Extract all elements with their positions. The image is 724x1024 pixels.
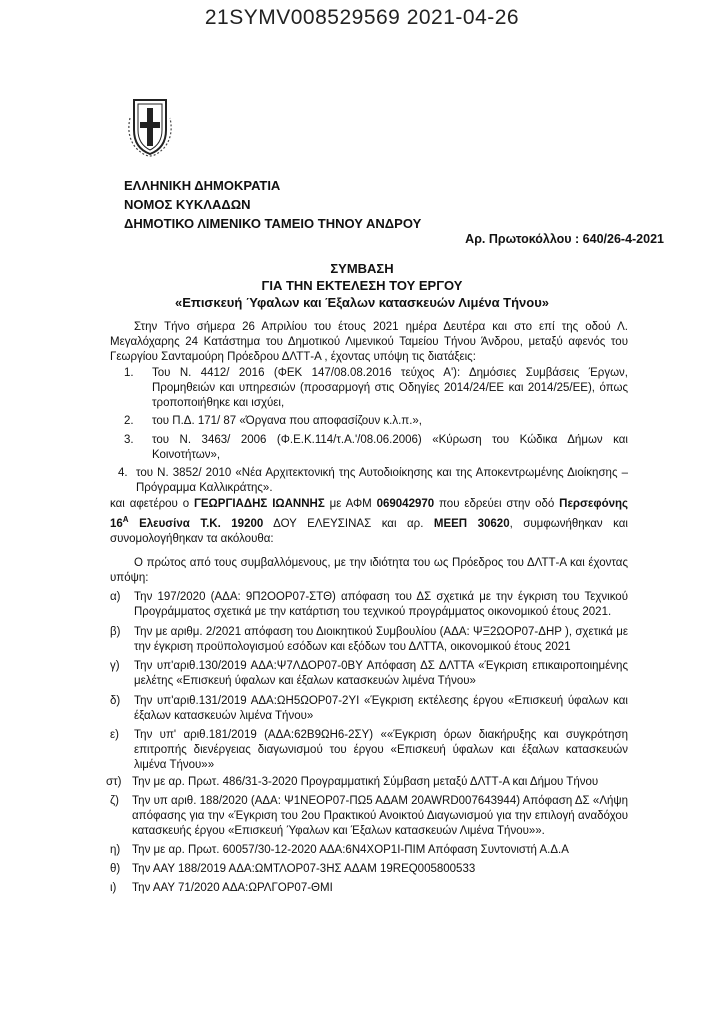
consideration-letter: στ) xyxy=(106,776,122,788)
party-pre: και αφετέρου ο xyxy=(110,498,194,510)
contractor-afm: 069042970 xyxy=(376,498,435,510)
consideration-letter: η) xyxy=(110,844,121,856)
law-text: του Ν. 3463/ 2006 (Φ.Ε.Κ.114/τ.Α.'/08.06.2006) «Κύρωση του Κώδικα Δήμων και Κοινοτήτων», xyxy=(152,434,628,461)
consideration-letter: α) xyxy=(110,591,121,603)
afm-label: με ΑΦΜ xyxy=(324,498,377,510)
consideration-text: Την υπ' αριθ.181/2019 (ΑΔΑ:62Β9ΩΗ6-2ΣΥ) ««Έγκριση όρων διακήρυξης και συγκρότηση επιτροπής διενέργειας διαγωνισμού του έργου «Επισκευή ύφαλων και έξαλων κατασκευών λιμένα Τήνου»» xyxy=(134,729,628,771)
law-text: του Ν. 3852/ 2010 «Νέα Αρχιτεκτονική της Αυτοδιοίκησης και της Αποκεντρωμένης Διοίκησης – Πρόγραμμα Καλλικράτης». xyxy=(136,467,628,494)
consideration-text: Την υπ αριθ. 188/2020 (ΑΔΑ: Ψ1ΝΕΟΡ07-ΠΩ5 ΑΔΑΜ 20AWRD007643944) Απόφαση ΔΣ «Λήψη απόφασης για την «Έγκριση του 2ου Πρακτικού Ανοικτού Διαγωνισμού για την επιλογή αναδόχου κατασκευής έργου «Επισκευή Ύφαλων και Έξαλων κατασκευών Λιμένα Τήνου»». xyxy=(132,795,628,837)
law-number: 3. xyxy=(124,434,134,446)
consideration-text: Την ΑΑΥ 188/2019 ΑΔΑ:ΩΜΤΛΟΡ07-3ΗΣ ΑΔΑΜ 19REQ005800533 xyxy=(132,863,476,875)
law-number: 2. xyxy=(124,415,134,427)
consideration-letter: δ) xyxy=(110,695,121,707)
protocol-number: Αρ. Πρωτοκόλλου : 640/26-4-2021 xyxy=(465,232,664,246)
street-superscript: Α xyxy=(122,515,129,524)
consideration-letter: β) xyxy=(110,626,121,638)
law-text: Του Ν. 4412/ 2016 (ΦΕΚ 147/08.08.2016 τεύχος Α'): Δημόσιες Συμβάσεις Έργων, Προμηθειών και υπηρεσιών (προσαρμογή στις Οδηγίες 2014/24/ΕΕ και 2014/25/ΕΕ), όπως τροποποιήθηκε και ισχύει, xyxy=(152,367,628,409)
law-item xyxy=(124,366,628,412)
consideration-text: Την 197/2020 (ΑΔΑ: 9Π2ΟΟΡ07-ΣΤΘ) απόφαση του ΔΣ σχετικά με την έγκριση του Τεχνικού Προγράμματος σχετικά με την κατάρτιση του τεχνικού προγράμματος οικονομικού έτους 2021. xyxy=(134,591,628,618)
header-prefecture: ΝΟΜΟΣ ΚΥΚΛΑΔΩΝ xyxy=(124,197,251,212)
second-party-paragraph xyxy=(110,497,628,547)
first-party-paragraph: Ο πρώτος από τους συμβαλλόμενους, με την ιδιότητα του ως Πρόεδρος του ΔΛΤΤ-Α και έχοντας υπόψη: xyxy=(110,557,628,584)
intro-paragraph: Στην Τήνο σήμερα 26 Απριλίου του έτους 2021 ημέρα Δευτέρα και στο επί της οδού Λ. Μεγαλόχαρης 24 Κατάστημα του Δημοτικού Λιμενικού Ταμείου Τήνου Άνδρου, μεταξύ αφενός του Γεωργίου Σανταμούρη Πρόεδρου ΔΛΤΤ-Α , έχοντας υπόψη τις διατάξεις: xyxy=(110,321,628,363)
consideration-text: Την υπ'αριθ.131/2019 ΑΔΑ:ΩΗ5ΩΟΡ07-2ΥΙ «Έγκριση εκτέλεσης έργου «Επισκευή ύφαλων και έξαλων κατασκευών λιμένα Τήνου» xyxy=(134,695,628,722)
greek-coat-of-arms-icon xyxy=(124,96,176,158)
consideration-letter: θ) xyxy=(110,863,121,875)
contractor-doy: ΕΛΕΥΣΙΝΑΣ xyxy=(307,517,372,530)
consideration-letter: γ) xyxy=(110,660,120,672)
contract-title: ΣΥΜΒΑΣΗ xyxy=(330,261,394,276)
law-text: του Π.Δ. 171/ 87 «Όργανα που αποφασίζουν κ.λ.π.», xyxy=(152,415,422,427)
consideration-letter: ε) xyxy=(110,729,119,741)
consideration-text: Την με αρ. Πρωτ. 60057/30-12-2020 ΑΔΑ:6Ν4ΧΟΡ1Ι-ΠΙΜ Απόφαση Συντονιστή Α.Δ.Α xyxy=(132,844,569,856)
contractor-city: Ελευσίνα Τ.Κ. 19200 xyxy=(139,517,264,530)
contractor-street: Περσεφόνης 16 xyxy=(110,498,628,530)
law-number: 4. xyxy=(118,467,128,479)
ada-header: 21SYMV008529569 2021-04-26 xyxy=(204,6,520,29)
contractor-name: ΓΕΩΡΓΙΑΔΗΣ ΙΩΑΝΝΗΣ xyxy=(193,498,325,510)
meep-label: και αρ. xyxy=(371,517,434,530)
consideration-letter: ι) xyxy=(110,882,117,894)
law-number: 1. xyxy=(124,367,134,379)
contract-subtitle: ΓΙΑ ΤΗΝ ΕΚΤΕΛΕΣΗ ΤΟΥ ΕΡΓΟΥ xyxy=(261,278,463,293)
doy-label: ΔΟΥ xyxy=(263,517,308,530)
address-label: που εδρεύει στην οδό xyxy=(434,498,560,510)
consideration-text: Την με αρ. Πρωτ. 486/31-3-2020 Προγραμματική Σύμβαση μεταξύ ΔΛΤΤ-Α και Δήμου Τήνου xyxy=(132,776,599,788)
consideration-letter: ζ) xyxy=(110,795,119,807)
party-tail: , συμφωνήθηκαν και συνομολογήθηκαν τα ακόλουθα: xyxy=(110,517,628,545)
consideration-text: Την με αριθμ. 2/2021 απόφαση του Διοικητικού Συμβουλίου (ΑΔΑ: ΨΞ2ΩΟΡ07-ΔΗΡ ), σχετικά με την έγκριση προϋπολογισμού εσόδων και εξόδων του ΔΛΤΤΑ, οικονομικού έτους 2021 xyxy=(134,626,628,653)
consideration-text: Την ΑΑΥ 71/2020 ΑΔΑ:ΩΡΛΓΟΡ07-ΘΜΙ xyxy=(132,882,333,894)
contractor-meep: ΜΕΕΠ 30620 xyxy=(433,517,510,530)
consideration-text: Την υπ'αριθ.130/2019 ΑΔΑ:Ψ7ΛΔΟΡ07-0ΒΥ Απόφαση ΔΣ ΔΛΤΤΑ «Έγκριση επικαιροποιημένης μελέτης «Επισκευή ύφαλων και έξαλων κατασκευών λιμένα Τήνου» xyxy=(134,660,628,687)
header-republic: ΕΛΛΗΝΙΚΗ ΔΗΜΟΚΡΑΤΙΑ xyxy=(124,178,281,193)
header-authority: ΔΗΜΟΤΙΚΟ ΛΙΜΕΝΙΚΟ ΤΑΜΕΙΟ ΤΗΝΟΥ ΑΝΔΡΟΥ xyxy=(124,216,422,231)
project-title: «Επισκευή Ύφαλων και Έξαλων κατασκευών Λιμένα Τήνου» xyxy=(174,295,550,310)
